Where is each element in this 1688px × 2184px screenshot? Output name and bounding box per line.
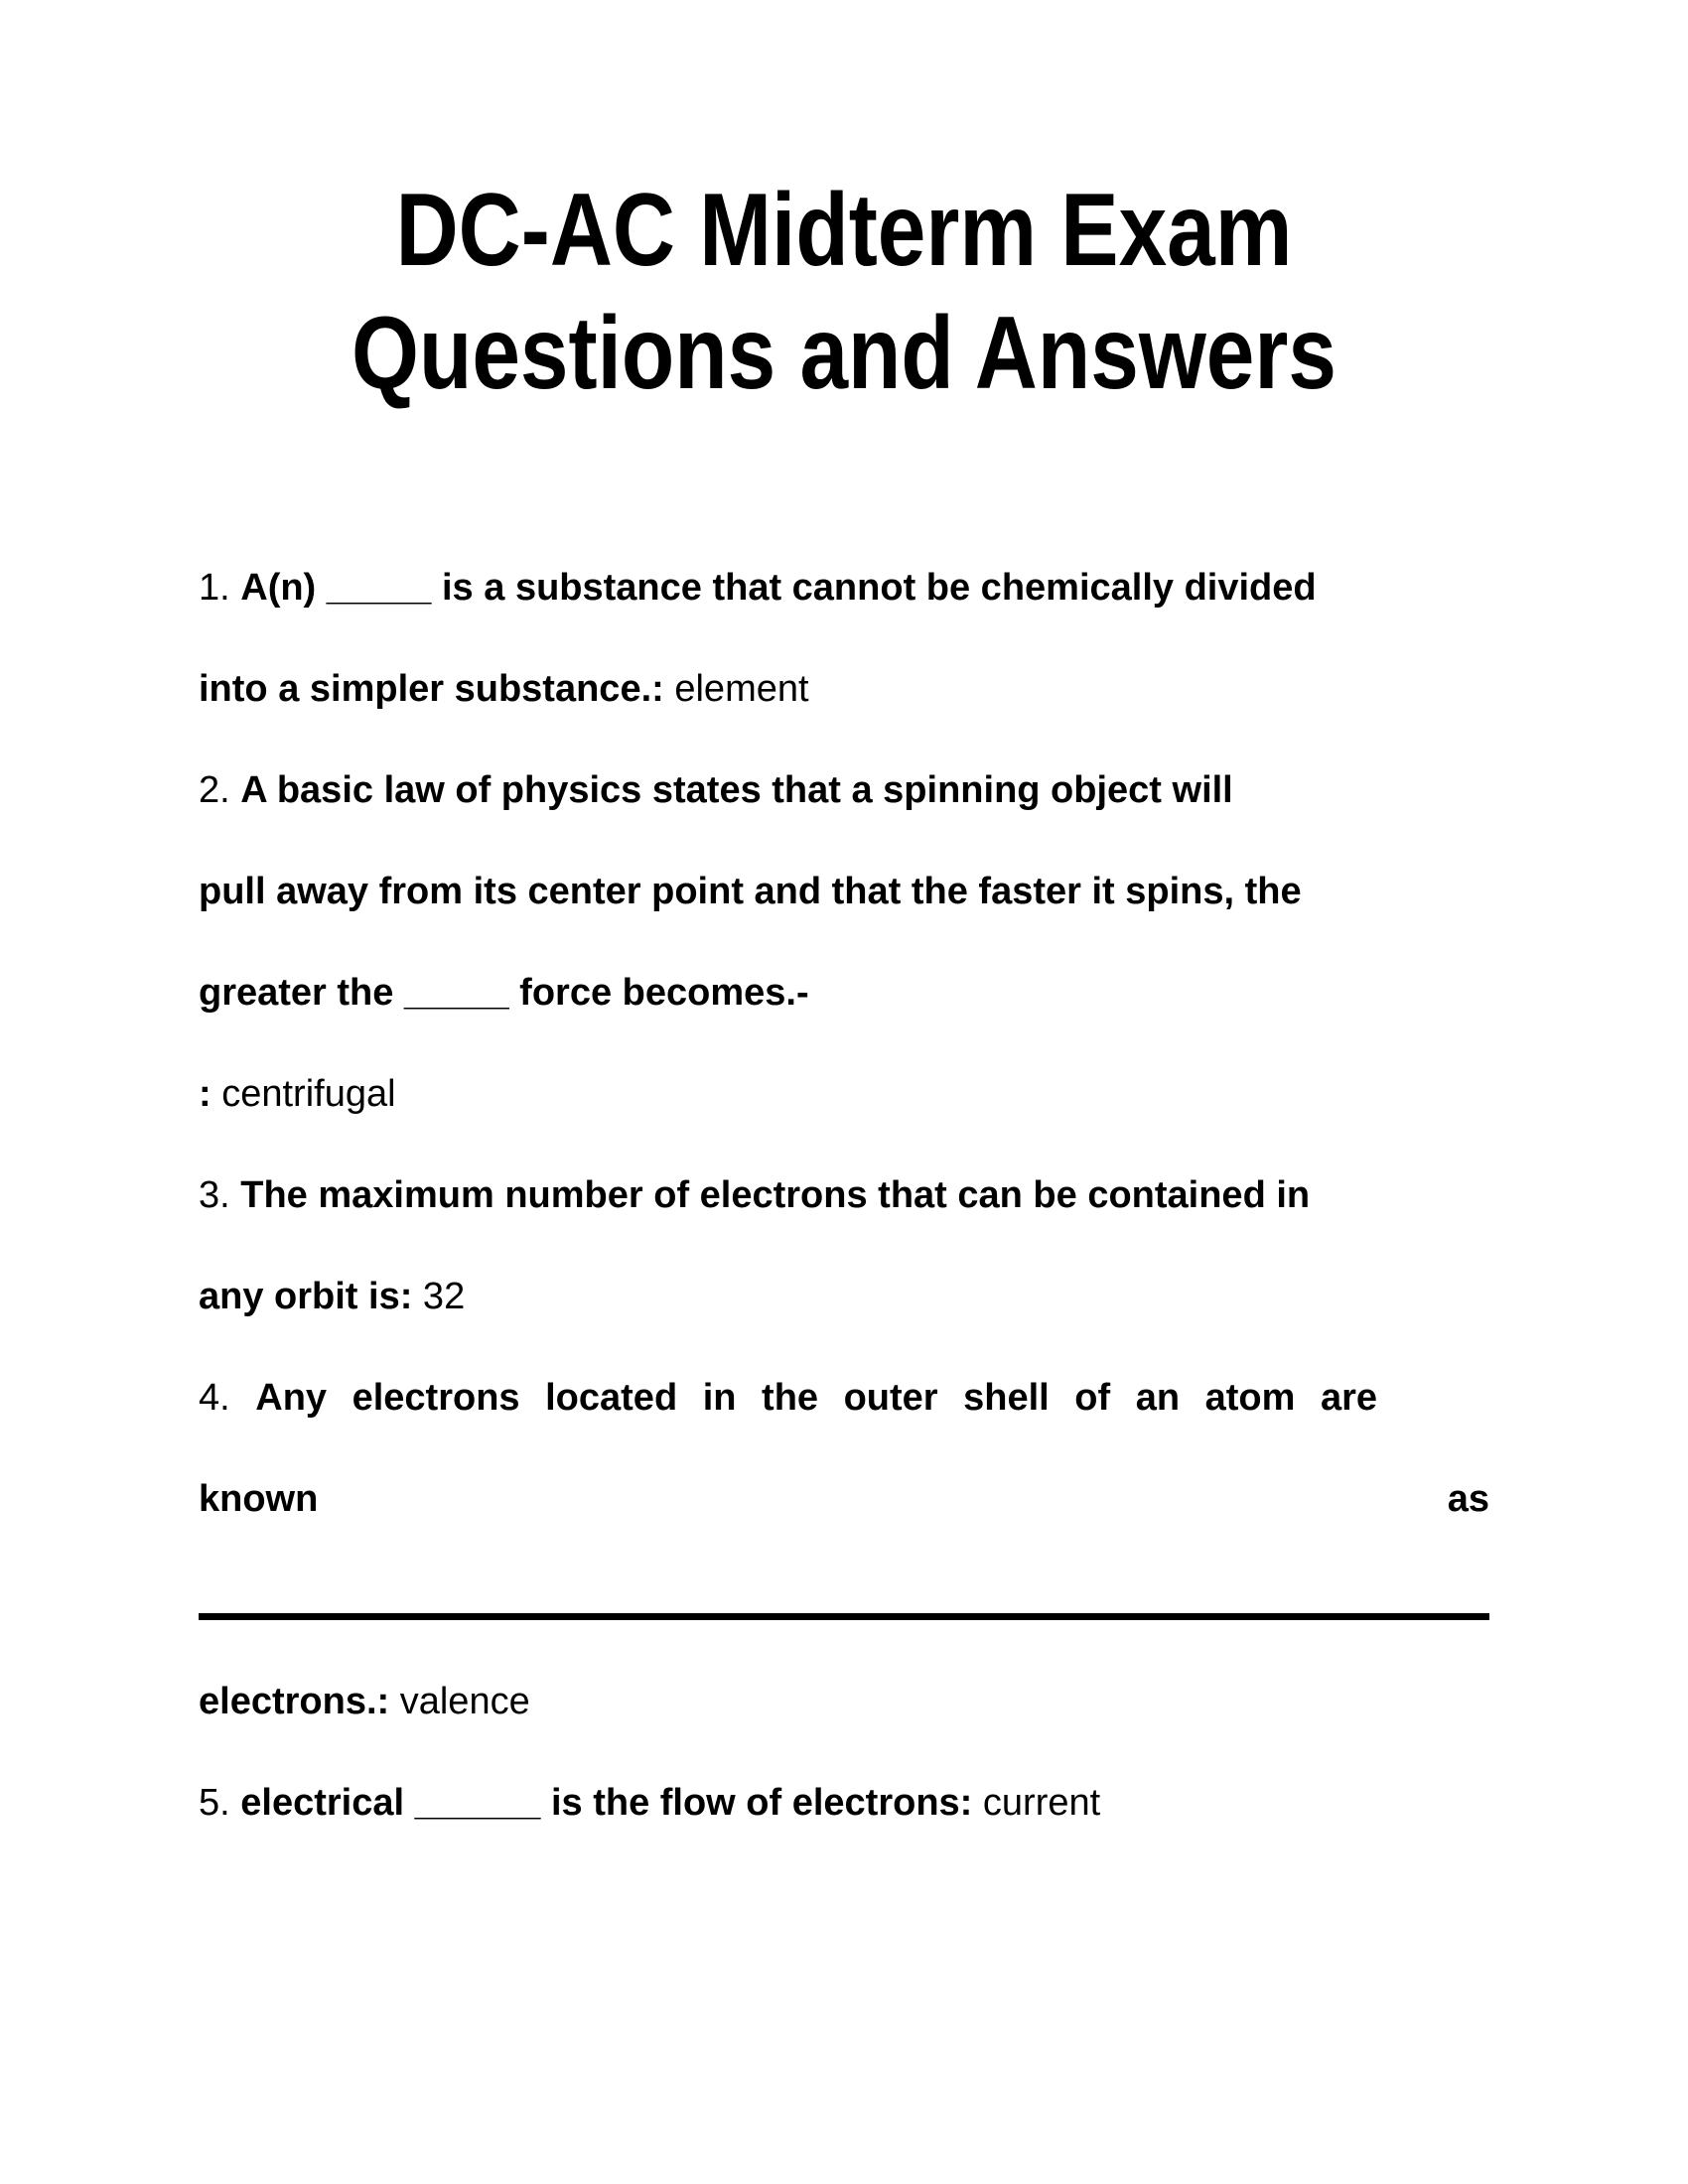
question-text-left: known [199,1478,319,1520]
question-text: any orbit is: [199,1276,413,1317]
question-number: 2. [199,769,241,811]
question-3-line-2 [199,1246,1489,1347]
answer-text: centrifugal [221,1073,396,1115]
question-number: 3. [199,1174,241,1216]
answer-text: current [972,1782,1101,1824]
question-2-line-3 [199,942,1489,1043]
question-4-line-1 [199,1347,1489,1448]
question-text: electrical ______ is the flow of electrons: [240,1782,973,1824]
question-2-line-1 [199,740,1489,841]
answer-text: element [663,668,809,710]
question-4-line-3 [199,1651,1489,1752]
question-text: The maximum number of electrons that can be contained in [240,1174,1311,1216]
question-2-answer [199,1043,1489,1145]
page-title-line-2: Questions and Answers [352,296,1336,411]
page-title [0,169,1688,415]
question-number: 4. [199,1377,256,1419]
answer-text: valence [389,1681,530,1722]
question-text: A basic law of physics states that a spinning object will [240,769,1233,811]
question-2-line-2 [199,841,1489,942]
question-number: 5. [199,1782,241,1824]
question-5-line-1 [199,1752,1489,1853]
answer-text: 32 [412,1276,466,1317]
question-4-line-2 [199,1448,1489,1550]
question-text: greater the _____ force becomes.- [199,972,809,1014]
question-1-line-2 [199,638,1489,740]
question-text: Any electrons located in the outer shell of an atom are [255,1377,1378,1419]
question-number: 1. [199,567,241,609]
question-text: into a simpler substance.: [199,668,664,710]
question-3-line-1 [199,1145,1489,1246]
blank-underscore-rule [199,1613,1489,1620]
document-body [199,537,1489,1853]
answer-colon: : [199,1073,222,1115]
page-title-line-1: DC-AC Midterm Exam [395,173,1293,288]
question-4-blank-rule [199,1550,1489,1651]
question-text-right: as [1447,1478,1489,1520]
question-text: electrons.: [199,1681,390,1722]
question-1-line-1 [199,537,1489,638]
question-text: A(n) _____ is a substance that cannot be chemically divided [240,567,1317,609]
question-text: pull away from its center point and that the faster it spins, the [199,871,1302,912]
